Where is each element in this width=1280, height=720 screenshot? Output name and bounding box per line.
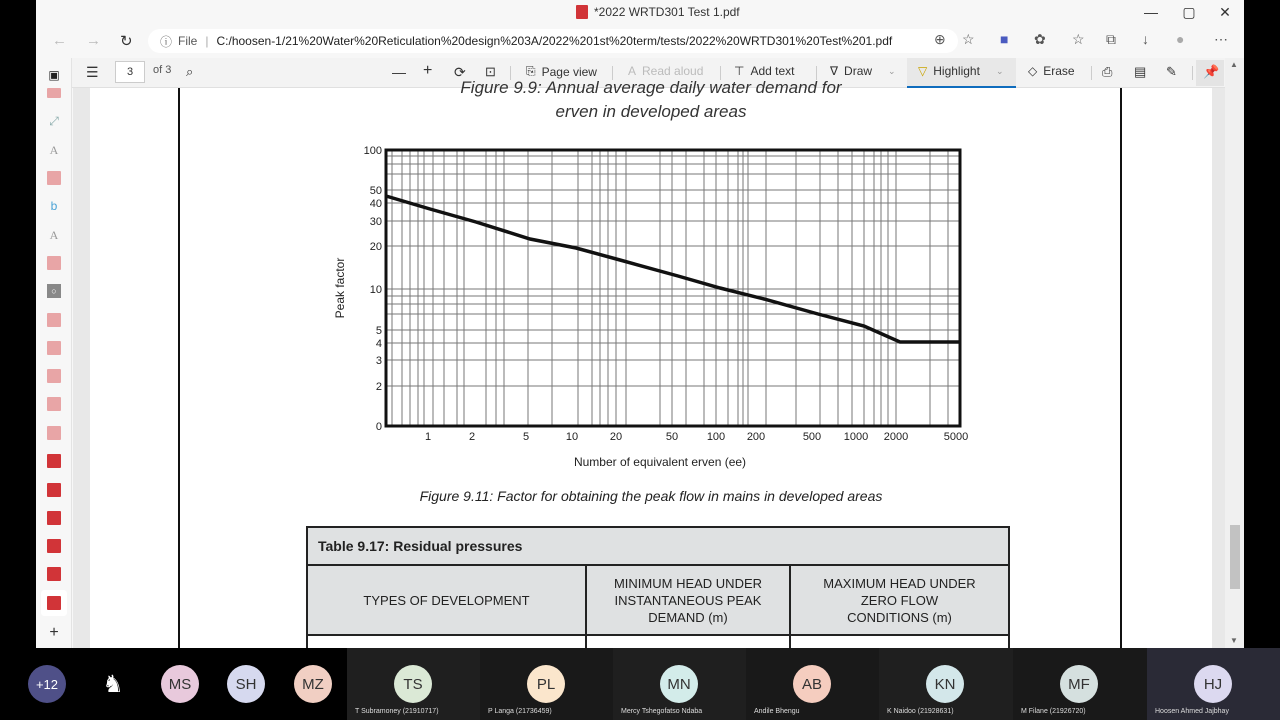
previous-figure-caption-line2: erven in developed areas (555, 102, 747, 121)
favorite-star-icon[interactable]: ☆ (962, 31, 975, 47)
participant-tile[interactable] (480, 648, 613, 720)
svg-text:100: 100 (363, 145, 382, 157)
table-of-contents-icon[interactable]: ☰ (86, 64, 99, 80)
save-as-icon[interactable]: ✎ (1166, 64, 1177, 79)
participant-tile[interactable] (746, 648, 879, 720)
url-separator: | (205, 34, 209, 48)
participant-name: K Naidoo (21928631) (887, 708, 954, 715)
tab-pdf-icon[interactable] (47, 256, 61, 270)
favorites-list-icon[interactable]: ☆ (1072, 31, 1085, 47)
minimize-button[interactable]: — (1144, 4, 1158, 20)
page-total: of 3 (153, 64, 172, 76)
tab-pdf-icon[interactable] (47, 88, 61, 98)
vertical-scrollbar[interactable] (1225, 58, 1244, 648)
page-border-right (1120, 88, 1122, 648)
erase-label: Erase (1043, 64, 1075, 78)
url-field[interactable] (148, 29, 958, 53)
tab-actions-icon[interactable]: ▣ (48, 68, 60, 82)
svg-text:30: 30 (369, 216, 382, 228)
svg-text:50: 50 (665, 431, 679, 443)
participant-tile[interactable] (1013, 648, 1147, 720)
read-aloud-label: Read aloud (642, 64, 704, 78)
svg-text:2: 2 (468, 431, 476, 443)
erase-button[interactable] (1028, 64, 1075, 78)
scheme-label: File (178, 34, 198, 48)
fit-width-icon[interactable]: ⊡ (485, 64, 496, 79)
table-header-row (308, 566, 1008, 636)
scroll-up-arrow-icon[interactable]: ▲ (1230, 60, 1238, 69)
pdf-page (90, 78, 1212, 648)
participant-photo-avatar[interactable]: ♞ (102, 670, 124, 698)
more-participants-button[interactable]: +12 (28, 665, 66, 703)
svg-text:20: 20 (369, 241, 382, 253)
tab-pdf-icon[interactable] (47, 426, 61, 440)
highlight-label: Highlight (933, 64, 980, 78)
draw-button[interactable] (830, 64, 896, 78)
participant-name: Andile Bhengu (754, 708, 800, 715)
chart-grid (386, 150, 960, 426)
office-extension-icon[interactable]: ■ (1000, 31, 1009, 47)
svg-text:2000: 2000 (883, 431, 909, 443)
tab-pdf-icon[interactable] (47, 171, 61, 185)
y-axis-ticks (364, 145, 382, 433)
avatar: MF (1060, 665, 1098, 703)
table-header-cell: MAXIMUM HEAD UNDER ZERO FLOW CONDITIONS (m) (789, 566, 1008, 634)
maximize-button[interactable]: ▢ (1182, 4, 1196, 20)
svg-text:10: 10 (565, 431, 579, 443)
svg-text:2: 2 (375, 381, 382, 393)
extensions-puzzle-icon[interactable]: ✿ (1034, 31, 1046, 47)
tab-pdf-icon[interactable] (47, 397, 61, 411)
avatar: KN (926, 665, 964, 703)
print-icon[interactable]: ⎙ (1102, 64, 1113, 79)
svg-text:10: 10 (369, 284, 382, 296)
tab-pdf-icon[interactable] (47, 567, 61, 581)
page-view-label: Page view (541, 64, 597, 79)
pdf-viewer[interactable] (73, 78, 1225, 648)
draw-chevron-down-icon[interactable]: ⌄ (888, 65, 896, 76)
eraser-icon: ◇ (1028, 64, 1038, 78)
draw-icon: ∇ (830, 64, 839, 78)
rotate-icon[interactable]: ⟳ (454, 64, 466, 80)
avatar[interactable]: MS (161, 665, 199, 703)
downloads-icon[interactable]: ↓ (1142, 31, 1149, 47)
scroll-thumb[interactable] (1230, 525, 1240, 589)
participant-name: M Filane (21926720) (1021, 708, 1086, 715)
x-axis-label: Number of equivalent erven (ee) (573, 455, 747, 469)
participant-tile[interactable] (347, 648, 480, 720)
participant-name: Hoosen Ahmed Jajbhay (1155, 708, 1229, 715)
pdf-file-icon (576, 5, 588, 19)
tab-bing-icon[interactable]: b (50, 199, 58, 213)
page-view-button[interactable] (526, 64, 597, 79)
tab-font-icon[interactable]: A (49, 228, 59, 242)
tab-pdf-icon[interactable] (47, 511, 61, 525)
avatar[interactable]: MZ (294, 665, 332, 703)
svg-text:5: 5 (375, 325, 382, 337)
pin-icon: 📌 (1203, 64, 1220, 79)
zoom-icon[interactable]: ⊕ (934, 31, 946, 47)
previous-figure-caption-line1: Figure 9.9: Annual average daily water demand for (460, 78, 842, 97)
sidebar-tab-rail (36, 58, 72, 648)
info-icon[interactable]: ⓘ (160, 34, 173, 49)
avatar: MN (660, 665, 698, 703)
more-menu-icon[interactable]: ⋯ (1214, 31, 1228, 47)
read-aloud-icon: A (628, 64, 637, 78)
table-header-cell: MINIMUM HEAD UNDER INSTANTANEOUS PEAK DEMAND (m) (585, 566, 789, 634)
x-axis-ticks (425, 431, 968, 443)
tab-pdf-icon[interactable] (47, 341, 61, 355)
svg-text:3: 3 (375, 355, 382, 367)
page-border-left (178, 88, 180, 648)
tab-font-icon[interactable]: A (49, 143, 59, 157)
svg-text:5000: 5000 (943, 431, 969, 443)
svg-text:40: 40 (369, 198, 382, 210)
window-title (576, 5, 740, 19)
avatar[interactable]: SH (227, 665, 265, 703)
tab-pdf-icon-active[interactable] (47, 596, 61, 610)
svg-text:1000: 1000 (843, 431, 869, 443)
meeting-participants-bar (0, 648, 1280, 720)
zoom-out-button[interactable]: — (392, 64, 406, 80)
svg-text:500: 500 (802, 431, 822, 443)
back-arrow-icon[interactable]: ← (52, 32, 67, 49)
new-tab-plus-icon[interactable]: + (49, 624, 59, 641)
browser-window (36, 0, 1244, 648)
save-icon[interactable]: ▤ (1134, 64, 1147, 79)
page-view-icon: ⎘ (526, 64, 536, 78)
add-text-icon: ⊤ (734, 64, 745, 78)
forward-arrow-icon[interactable]: → (86, 32, 101, 49)
refresh-icon[interactable]: ↻ (120, 33, 133, 50)
add-text-button[interactable] (734, 64, 794, 78)
highlight-button[interactable] (918, 64, 1003, 78)
svg-text:100: 100 (706, 431, 726, 443)
participant-name: P Langa (21736459) (488, 708, 552, 715)
tab-pdf-icon[interactable] (47, 369, 61, 383)
title-bar (36, 0, 1244, 26)
svg-text:4: 4 (375, 338, 382, 350)
window-title-text: *2022 WRTD301 Test 1.pdf (594, 5, 740, 19)
collections-icon[interactable]: ⧉ (1106, 31, 1116, 47)
avatar: HJ (1194, 665, 1232, 703)
scroll-down-arrow-icon[interactable]: ▼ (1230, 636, 1238, 645)
svg-text:200: 200 (746, 431, 766, 443)
zoom-in-button[interactable]: + (423, 62, 433, 79)
profile-avatar-icon[interactable]: ● (1176, 31, 1185, 47)
svg-text:20: 20 (609, 431, 623, 443)
avatar: PL (527, 665, 565, 703)
participant-name: T Subramoney (21910717) (355, 708, 439, 715)
svg-text:0: 0 (375, 421, 382, 433)
page-number-input[interactable]: 3 (115, 61, 145, 83)
highlight-chevron-down-icon[interactable]: ⌄ (995, 65, 1004, 76)
tab-camera-icon[interactable]: ○ (47, 284, 61, 298)
tab-pdf-icon[interactable] (47, 313, 61, 327)
y-axis-label: Peak factor (333, 257, 347, 319)
highlighter-icon: ▽ (918, 64, 928, 78)
url-text[interactable]: C:/hoosen-1/21%20Water%20Reticulation%20design%203A/2022%201st%20term/tests/2022%20WRTD301%20Test%201.pdf (216, 34, 893, 48)
table-title: Table 9.17: Residual pressures (308, 528, 1008, 566)
add-text-label: Add text (750, 64, 795, 78)
tab-pdf-icon[interactable] (47, 539, 61, 553)
svg-text:5: 5 (522, 431, 530, 443)
svg-text:1: 1 (424, 431, 432, 443)
participant-tile-self[interactable] (1147, 648, 1280, 720)
figure-caption: Figure 9.11: Factor for obtaining the peak flow in mains in developed areas (419, 488, 883, 504)
avatar: TS (394, 665, 432, 703)
draw-label: Draw (844, 64, 873, 78)
residual-pressures-table (306, 526, 1010, 650)
avatar: AB (793, 665, 831, 703)
tab-pdf-icon[interactable] (47, 454, 61, 468)
tab-pdf-icon[interactable] (47, 483, 61, 497)
participant-tile[interactable] (613, 648, 746, 720)
tab-link-icon[interactable]: ⤢ (49, 114, 59, 128)
svg-text:50: 50 (369, 185, 382, 197)
find-search-icon[interactable]: ⌕ (186, 64, 194, 79)
read-aloud-button[interactable] (628, 64, 703, 78)
participant-tile[interactable] (879, 648, 1013, 720)
participant-name: Mercy Tshegofatso Ndaba (621, 708, 703, 715)
close-button[interactable]: ✕ (1219, 4, 1231, 20)
address-bar (36, 26, 1244, 56)
peak-factor-chart (330, 136, 990, 476)
table-header-cell: TYPES OF DEVELOPMENT (363, 592, 530, 608)
